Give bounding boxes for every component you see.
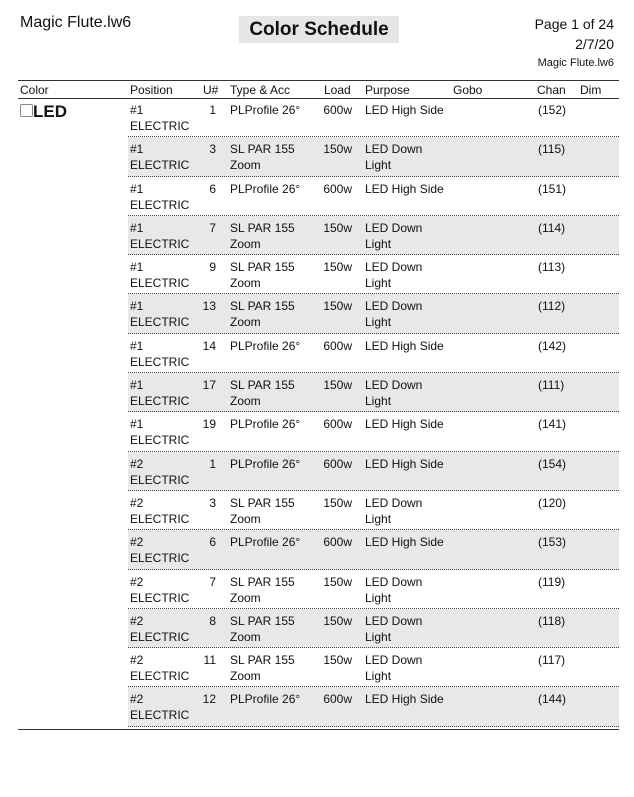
purpose-cell-line: LED Down <box>365 495 423 510</box>
chan-cell <box>538 416 566 432</box>
position-cell-line: ELECTRIC <box>130 708 190 723</box>
type-cell-line: SL PAR 155 <box>230 613 295 628</box>
load-cell <box>314 691 352 707</box>
position-cell-line: ELECTRIC <box>130 315 190 330</box>
chan-cell <box>538 456 566 472</box>
load-cell <box>314 652 352 668</box>
table-row <box>128 687 619 726</box>
document-title: Color Schedule <box>239 16 399 43</box>
table-row <box>128 452 619 491</box>
type-cell-line: SL PAR 155 <box>230 220 295 235</box>
chan-cell-line: (111) <box>538 378 565 393</box>
checkbox[interactable] <box>20 104 33 117</box>
type-cell-line: PLProfile 26° <box>230 338 301 353</box>
purpose-cell-line: LED Down <box>365 260 423 275</box>
chan-cell <box>538 574 565 590</box>
chan-cell <box>538 534 566 550</box>
table-row <box>128 491 619 530</box>
load-cell <box>314 298 352 314</box>
purpose-cell-line: Light <box>365 315 392 330</box>
unit-cell-line: 1 <box>209 103 216 117</box>
type-cell-line: PLProfile 26° <box>230 103 301 117</box>
chan-cell <box>538 652 565 668</box>
unit-cell <box>198 298 216 314</box>
type-cell-line: PLProfile 26° <box>230 692 301 707</box>
type-cell <box>230 338 300 354</box>
print-date: 2/7/20 <box>575 36 614 52</box>
chan-cell-line: (154) <box>538 456 567 471</box>
position-cell-line: #2 <box>130 535 144 550</box>
purpose-cell <box>365 416 444 432</box>
page-info <box>535 14 614 72</box>
unit-cell-line: 3 <box>209 142 216 157</box>
purpose-cell <box>365 534 444 550</box>
position-cell-line: #2 <box>130 456 144 471</box>
purpose-cell <box>365 338 444 354</box>
chan-cell <box>538 613 565 629</box>
unit-cell-line: 1 <box>209 456 216 471</box>
load-cell-line: 150w <box>323 613 352 628</box>
col-chan: Chan <box>537 83 566 97</box>
load-cell <box>314 141 352 157</box>
load-cell-line: 600w <box>323 103 352 117</box>
purpose-cell <box>365 691 444 707</box>
unit-cell <box>198 495 216 511</box>
position-cell <box>130 416 189 448</box>
position-cell <box>130 181 189 213</box>
type-cell-line: Zoom <box>230 590 261 605</box>
chan-cell <box>538 220 565 236</box>
purpose-cell-line: LED High Side <box>365 338 444 353</box>
load-cell <box>314 456 352 472</box>
chan-cell-line: (114) <box>538 220 566 235</box>
purpose-cell <box>365 613 422 645</box>
purpose-cell <box>365 574 422 606</box>
purpose-cell-line: LED Down <box>365 142 423 157</box>
type-cell <box>230 298 295 330</box>
table-row <box>128 177 619 216</box>
load-cell-line: 600w <box>323 692 352 707</box>
load-cell <box>314 377 352 393</box>
position-cell-line: #2 <box>130 692 144 707</box>
chan-cell-line: (142) <box>538 338 567 353</box>
type-cell-line: SL PAR 155 <box>230 653 295 668</box>
type-cell-line: SL PAR 155 <box>230 574 295 589</box>
purpose-cell <box>365 298 422 330</box>
position-cell-line: #1 <box>130 417 144 432</box>
type-cell <box>230 534 300 550</box>
unit-cell <box>198 416 216 432</box>
col-type: Type & Acc <box>230 83 291 97</box>
table-row <box>128 137 619 176</box>
purpose-cell <box>365 652 422 684</box>
position-cell-line: ELECTRIC <box>130 354 190 369</box>
position-cell <box>130 377 189 409</box>
load-cell-line: 600w <box>323 417 352 432</box>
load-cell-line: 150w <box>323 378 352 393</box>
table-row <box>128 412 619 451</box>
type-cell-line: SL PAR 155 <box>230 299 295 314</box>
chan-cell <box>538 102 566 118</box>
load-cell <box>314 613 352 629</box>
position-cell-line: #1 <box>130 260 144 275</box>
type-cell-line: Zoom <box>230 394 261 409</box>
table-row <box>128 255 619 294</box>
col-purpose: Purpose <box>365 83 410 97</box>
load-cell-line: 150w <box>323 574 352 589</box>
purpose-cell-line: LED Down <box>365 299 423 314</box>
position-cell <box>130 456 189 488</box>
position-cell <box>130 259 189 291</box>
purpose-cell <box>365 181 444 197</box>
chan-cell-line: (118) <box>538 613 566 628</box>
type-cell <box>230 456 300 472</box>
unit-cell <box>198 456 216 472</box>
col-load: Load <box>324 83 351 97</box>
position-cell <box>130 102 189 134</box>
chan-cell-line: (115) <box>538 142 566 157</box>
position-cell-line: #1 <box>130 103 144 117</box>
position-cell-line: ELECTRIC <box>130 669 190 684</box>
load-cell-line: 600w <box>323 181 352 196</box>
type-cell <box>230 181 300 197</box>
purpose-cell-line: Light <box>365 511 392 526</box>
table-row <box>128 334 619 373</box>
chan-cell-line: (151) <box>538 181 567 196</box>
chan-cell <box>538 495 566 511</box>
position-cell <box>130 574 189 606</box>
purpose-cell-line: LED High Side <box>365 417 444 432</box>
unit-cell-line: 17 <box>202 378 216 393</box>
type-cell-line: Zoom <box>230 669 261 684</box>
position-cell <box>130 691 189 723</box>
position-cell-line: #1 <box>130 338 144 353</box>
position-cell <box>130 613 189 645</box>
type-cell-line: SL PAR 155 <box>230 260 295 275</box>
table-row <box>128 530 619 569</box>
unit-cell-line: 7 <box>209 220 216 235</box>
chan-cell-line: (119) <box>538 574 566 589</box>
position-cell-line: #1 <box>130 299 144 314</box>
load-cell-line: 150w <box>323 220 352 235</box>
page-number: Page 1 of 24 <box>534 16 614 32</box>
purpose-cell-line: LED Down <box>365 220 423 235</box>
chan-cell <box>538 181 566 197</box>
unit-cell <box>198 338 216 354</box>
unit-cell <box>198 141 216 157</box>
position-cell-line: ELECTRIC <box>130 472 190 487</box>
col-unit: U# <box>203 83 219 97</box>
load-cell-line: 150w <box>323 299 352 314</box>
position-cell <box>130 141 189 173</box>
chan-cell <box>538 141 565 157</box>
purpose-cell-line: Light <box>365 590 392 605</box>
type-cell-line: SL PAR 155 <box>230 142 295 157</box>
position-cell-line: ELECTRIC <box>130 276 190 291</box>
type-cell <box>230 141 295 173</box>
purpose-cell-line: Light <box>365 158 392 173</box>
schedule-table <box>128 98 619 727</box>
bottom-rule <box>18 729 619 730</box>
load-cell <box>314 416 352 432</box>
purpose-cell-line: Light <box>365 669 392 684</box>
position-cell <box>130 495 189 527</box>
col-position: Position <box>130 83 173 97</box>
purpose-cell-line: LED High Side <box>365 103 444 117</box>
purpose-cell-line: Light <box>365 276 392 291</box>
position-cell-line: ELECTRIC <box>130 197 190 212</box>
position-cell-line: #1 <box>130 378 144 393</box>
unit-cell <box>198 377 216 393</box>
purpose-cell-line: LED Down <box>365 613 423 628</box>
unit-cell-line: 8 <box>209 613 216 628</box>
load-cell <box>314 338 352 354</box>
position-cell-line: #1 <box>130 181 144 196</box>
load-cell-line: 600w <box>323 456 352 471</box>
unit-cell <box>198 534 216 550</box>
position-cell <box>130 534 189 566</box>
unit-cell-line: 13 <box>202 299 216 314</box>
unit-cell <box>198 691 216 707</box>
table-row <box>128 98 619 137</box>
chan-cell-line: (144) <box>538 692 567 707</box>
position-cell-line: #1 <box>130 220 144 235</box>
unit-cell-line: 12 <box>202 692 216 707</box>
unit-cell <box>198 220 216 236</box>
position-cell-line: #2 <box>130 495 144 510</box>
col-color: Color <box>20 83 49 97</box>
purpose-cell-line: Light <box>365 394 392 409</box>
position-cell-line: ELECTRIC <box>130 511 190 526</box>
table-row <box>128 294 619 333</box>
col-dim: Dim <box>580 83 602 97</box>
position-cell <box>130 652 189 684</box>
chan-cell-line: (117) <box>538 653 566 668</box>
position-cell-line: #2 <box>130 653 144 668</box>
unit-cell-line: 7 <box>209 574 216 589</box>
load-cell <box>314 102 352 118</box>
purpose-cell <box>365 259 422 291</box>
chan-cell-line: (112) <box>538 299 566 314</box>
color-group <box>20 102 67 122</box>
position-cell-line: ELECTRIC <box>130 629 190 644</box>
type-cell-line: PLProfile 26° <box>230 417 301 432</box>
position-cell-line: ELECTRIC <box>130 158 190 173</box>
load-cell-line: 600w <box>323 535 352 550</box>
purpose-cell <box>365 141 422 173</box>
type-cell-line: SL PAR 155 <box>230 495 295 510</box>
load-cell <box>314 259 352 275</box>
type-cell <box>230 652 295 684</box>
load-cell <box>314 534 352 550</box>
chan-cell-line: (152) <box>538 103 567 117</box>
chan-cell <box>538 298 565 314</box>
position-cell-line: ELECTRIC <box>130 590 190 605</box>
type-cell-line: PLProfile 26° <box>230 535 301 550</box>
type-cell <box>230 691 300 707</box>
chan-cell <box>538 338 566 354</box>
purpose-cell-line: Light <box>365 629 392 644</box>
type-cell-line: PLProfile 26° <box>230 181 301 196</box>
unit-cell <box>198 181 216 197</box>
col-gobo: Gobo <box>453 83 483 97</box>
file-title: Magic Flute.lw6 <box>20 14 132 31</box>
position-cell <box>130 298 189 330</box>
type-cell-line: Zoom <box>230 511 261 526</box>
load-cell-line: 600w <box>323 338 352 353</box>
load-cell <box>314 495 352 511</box>
type-cell-line: SL PAR 155 <box>230 378 295 393</box>
chan-cell <box>538 259 565 275</box>
position-cell-line: ELECTRIC <box>130 119 190 133</box>
position-cell-line: ELECTRIC <box>130 394 190 409</box>
purpose-cell-line: LED High Side <box>365 456 444 471</box>
unit-cell-line: 9 <box>209 260 216 275</box>
unit-cell <box>198 652 216 668</box>
load-cell <box>314 220 352 236</box>
load-cell-line: 150w <box>323 260 352 275</box>
type-cell <box>230 574 295 606</box>
unit-cell <box>198 613 216 629</box>
unit-cell-line: 11 <box>203 653 216 668</box>
file-name-small: Magic Flute.lw6 <box>537 57 614 69</box>
table-row <box>128 648 619 687</box>
purpose-cell-line: LED Down <box>365 378 423 393</box>
type-cell-line: Zoom <box>230 236 261 251</box>
type-cell-line: Zoom <box>230 315 261 330</box>
type-cell-line: Zoom <box>230 629 261 644</box>
type-cell-line: Zoom <box>230 276 261 291</box>
unit-cell-line: 3 <box>209 495 216 510</box>
load-cell <box>314 574 352 590</box>
purpose-cell-line: Light <box>365 236 392 251</box>
type-cell-line: Zoom <box>230 158 261 173</box>
load-cell <box>314 181 352 197</box>
load-cell-line: 150w <box>323 142 352 157</box>
table-row <box>128 373 619 412</box>
chan-cell-line: (141) <box>538 417 567 432</box>
unit-cell-line: 14 <box>202 338 216 353</box>
chan-cell-line: (120) <box>538 495 567 510</box>
purpose-cell <box>365 495 422 527</box>
unit-cell-line: 19 <box>202 417 216 432</box>
unit-cell-line: 6 <box>209 181 216 196</box>
purpose-cell-line: LED High Side <box>365 181 444 196</box>
purpose-cell <box>365 456 444 472</box>
table-row <box>128 216 619 255</box>
type-cell <box>230 259 295 291</box>
unit-cell <box>198 102 216 118</box>
position-cell-line: #2 <box>130 613 144 628</box>
column-header-row <box>18 80 619 99</box>
position-cell <box>130 338 189 370</box>
type-cell <box>230 377 295 409</box>
purpose-cell-line: LED High Side <box>365 535 444 550</box>
load-cell-line: 150w <box>323 495 352 510</box>
type-cell <box>230 495 295 527</box>
type-cell <box>230 416 300 432</box>
purpose-cell <box>365 220 422 252</box>
chan-cell <box>538 691 566 707</box>
purpose-cell-line: LED High Side <box>365 692 444 707</box>
type-cell <box>230 220 295 252</box>
position-cell-line: ELECTRIC <box>130 551 190 566</box>
position-cell-line: #2 <box>130 574 144 589</box>
type-cell <box>230 102 300 118</box>
chan-cell-line: (153) <box>538 535 567 550</box>
purpose-cell <box>365 377 422 409</box>
unit-cell <box>198 574 216 590</box>
unit-cell <box>198 259 216 275</box>
position-cell-line: ELECTRIC <box>130 433 190 448</box>
purpose-cell-line: LED Down <box>365 574 423 589</box>
type-cell <box>230 613 295 645</box>
chan-cell-line: (113) <box>538 260 566 275</box>
purpose-cell-line: LED Down <box>365 653 423 668</box>
chan-cell <box>538 377 564 393</box>
table-row <box>128 570 619 609</box>
table-row <box>128 609 619 648</box>
position-cell <box>130 220 189 252</box>
position-cell-line: #1 <box>130 142 144 157</box>
load-cell-line: 150w <box>323 653 352 668</box>
group-label: LED <box>33 102 67 121</box>
type-cell-line: PLProfile 26° <box>230 456 301 471</box>
unit-cell-line: 6 <box>209 535 216 550</box>
position-cell-line: ELECTRIC <box>130 236 190 251</box>
purpose-cell <box>365 102 444 118</box>
